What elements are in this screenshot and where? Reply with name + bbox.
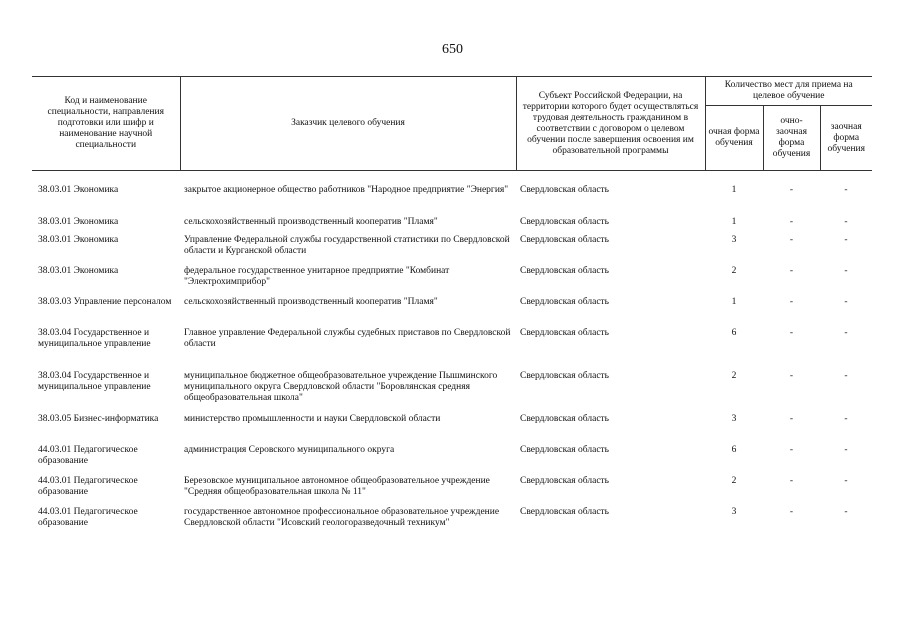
- cell-customer: администрация Серовского муниципального округа: [184, 445, 395, 455]
- table-row: [32, 235, 872, 266]
- cell-subject: Свердловская область: [520, 507, 610, 517]
- cell-extramural: -: [844, 266, 848, 276]
- cell-subject: Свердловская область: [520, 371, 610, 381]
- table-row: [32, 445, 872, 476]
- cell-part-time: -: [789, 185, 794, 195]
- cell-subject: Свердловская область: [520, 414, 610, 424]
- page-number: 650: [442, 42, 463, 57]
- cell-customer: федеральное государственное унитарное предприятие "Комбинат "Электрохимприбор": [184, 266, 450, 287]
- cell-full-time: 1: [731, 185, 737, 195]
- cell-code: 44.03.01 Педагогическое образование: [38, 507, 138, 528]
- cell-subject: Свердловская область: [520, 217, 610, 227]
- cell-code: 38.03.01 Экономика: [38, 266, 119, 276]
- table-row: [32, 476, 872, 507]
- cell-customer: государственное автономное профессиональное образовательное учреждение Свердловской области "Исовский геологоразведочный техникум": [184, 507, 500, 528]
- cell-full-time: 3: [731, 235, 737, 245]
- table-row: [32, 371, 872, 414]
- table-row: [32, 507, 872, 550]
- cell-extramural: -: [844, 235, 848, 245]
- cell-subject: Свердловская область: [520, 185, 610, 195]
- cell-subject: Свердловская область: [520, 235, 610, 245]
- cell-code: 38.03.03 Управление персоналом: [38, 297, 172, 307]
- cell-part-time: -: [789, 297, 794, 307]
- cell-code: 44.03.01 Педагогическое образование: [38, 445, 138, 466]
- cell-customer: сельскохозяйственный производственный кооператив "Пламя": [184, 217, 438, 227]
- cell-full-time: 6: [731, 328, 737, 338]
- cell-part-time: -: [789, 328, 794, 338]
- cell-extramural: -: [844, 297, 848, 307]
- header-code: Код и наименование специальности, направления подготовки или шифр и наименование научной специальности: [32, 77, 180, 171]
- cell-full-time: 3: [731, 414, 737, 424]
- cell-code: 44.03.01 Педагогическое образование: [38, 476, 138, 497]
- cell-full-time: 3: [731, 507, 737, 517]
- cell-extramural: -: [844, 476, 848, 486]
- cell-code: 38.03.05 Бизнес-информатика: [38, 414, 159, 424]
- cell-part-time: -: [789, 371, 794, 381]
- header-part-time: очно-заочная форма обучения: [763, 106, 820, 171]
- header-subject: Субъект Российской Федерации, на территории которого будет осуществляться трудовая деятельность гражданином в соответствии с договором о целевом обучении после завершения освоения им образовательной программы: [516, 77, 705, 171]
- cell-part-time: -: [789, 217, 794, 227]
- cell-extramural: -: [844, 507, 848, 517]
- cell-full-time: 6: [731, 445, 737, 455]
- cell-extramural: -: [844, 371, 848, 381]
- table-row: [32, 414, 872, 445]
- cell-subject: Свердловская область: [520, 297, 610, 307]
- cell-subject: Свердловская область: [520, 445, 610, 455]
- cell-part-time: -: [789, 476, 794, 486]
- header-extramural: заочная форма обучения: [820, 106, 872, 171]
- cell-full-time: 2: [731, 371, 737, 381]
- cell-part-time: -: [789, 266, 794, 276]
- header-places-group: Количество мест для приема на целевое обучение: [705, 77, 872, 106]
- header-customer: Заказчик целевого обучения: [180, 77, 516, 171]
- cell-full-time: 2: [731, 266, 737, 276]
- cell-full-time: 2: [731, 476, 737, 486]
- cell-code: 38.03.01 Экономика: [38, 235, 119, 245]
- table-row: [32, 328, 872, 371]
- cell-customer: сельскохозяйственный производственный кооператив "Пламя": [184, 297, 438, 307]
- cell-customer: Управление Федеральной службы государственной статистики по Свердловской области и Курганской области: [184, 235, 510, 256]
- cell-customer: муниципальное бюджетное общеобразовательное учреждение Пышминского муниципального округа Свердловской области "Боровлянская средняя общеобразовательная школа": [184, 371, 498, 403]
- cell-extramural: -: [844, 217, 848, 227]
- cell-extramural: -: [844, 445, 848, 455]
- cell-customer: Березовское муниципальное автономное общеобразовательное учреждение "Средняя общеобразовательная школа № 11": [184, 476, 490, 497]
- header-full-time: очная форма обучения: [705, 106, 763, 171]
- table-row: [32, 217, 872, 235]
- table-row: [32, 297, 872, 328]
- cell-customer: закрытое акционерное общество работников "Народное предприятие "Энергия": [184, 185, 509, 195]
- cell-extramural: -: [844, 414, 848, 424]
- cell-customer: Главное управление Федеральной службы судебных приставов по Свердловской области: [184, 328, 511, 349]
- cell-part-time: -: [789, 445, 794, 455]
- cell-subject: Свердловская область: [520, 476, 610, 486]
- cell-extramural: -: [844, 328, 848, 338]
- cell-extramural: -: [844, 185, 848, 195]
- cell-code: 38.03.04 Государственное и муниципальное управление: [38, 371, 151, 392]
- cell-code: 38.03.01 Экономика: [38, 217, 119, 227]
- cell-code: 38.03.01 Экономика: [38, 185, 119, 195]
- cell-full-time: 1: [731, 217, 737, 227]
- cell-subject: Свердловская область: [520, 266, 610, 276]
- cell-full-time: 1: [731, 297, 737, 307]
- cell-subject: Свердловская область: [520, 328, 610, 338]
- cell-part-time: -: [789, 507, 794, 517]
- target-training-table: [32, 76, 872, 550]
- cell-customer: министерство промышленности и науки Свердловской области: [184, 414, 441, 424]
- table-row: [32, 171, 872, 218]
- cell-part-time: -: [789, 414, 794, 424]
- table-row: [32, 266, 872, 297]
- cell-code: 38.03.04 Государственное и муниципальное управление: [38, 328, 151, 349]
- cell-part-time: -: [789, 235, 794, 245]
